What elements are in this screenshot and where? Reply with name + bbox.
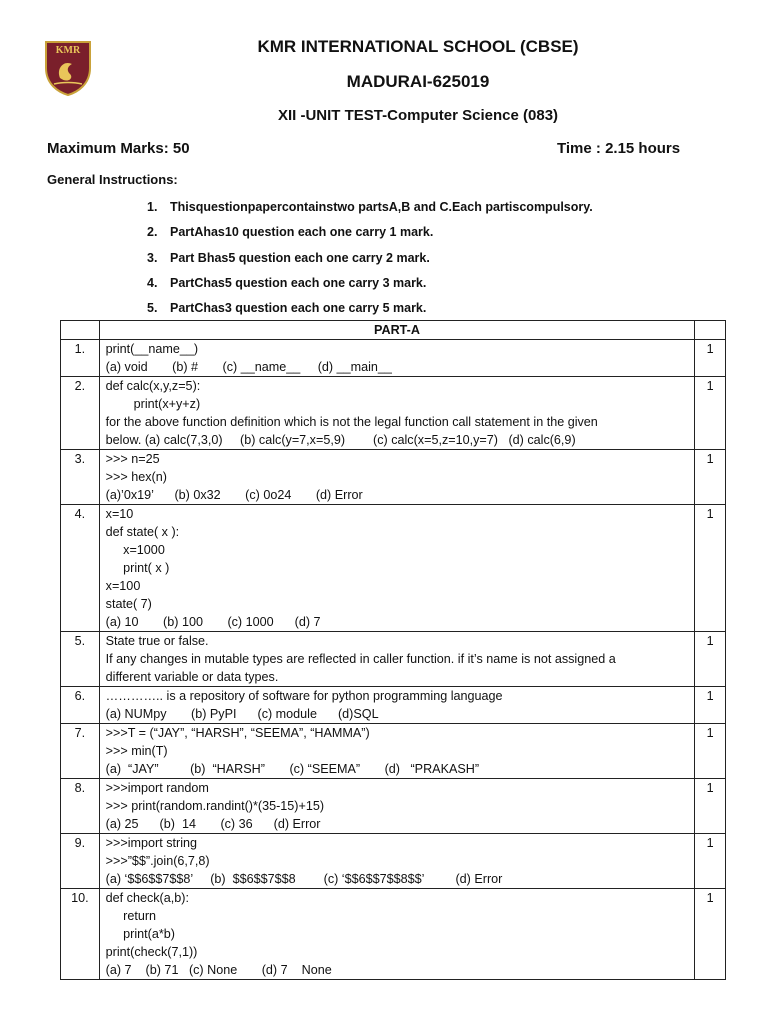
- question-number: 6.: [74, 689, 86, 703]
- question-row: [61, 687, 726, 724]
- question-line: x=100: [105, 579, 141, 593]
- question-row: [61, 340, 726, 377]
- question-line: >>>”$$”.join(6,7,8): [105, 854, 210, 868]
- exam-time: Time : 2.15 hours: [557, 140, 681, 157]
- question-line: print(x+y+z): [105, 397, 201, 411]
- question-line: (a)’0x19’ (b) 0x32 (c) 0o24 (d) Error: [105, 488, 363, 502]
- question-number: 3.: [74, 452, 86, 466]
- question-marks: 1: [706, 891, 714, 905]
- question-row: [61, 889, 726, 980]
- part-a-heading: PART-A: [99, 321, 695, 340]
- general-instructions-heading: General Instructions:: [47, 172, 178, 187]
- question-number: 10.: [71, 891, 89, 905]
- question-marks: 1: [706, 634, 714, 648]
- instruction-item: [147, 225, 593, 250]
- question-line: >>>T = (“JAY”, “HARSH”, “SEEMA”, “HAMMA”): [105, 726, 370, 740]
- question-number: 2.: [74, 379, 86, 393]
- question-line: print(a*b): [105, 927, 175, 941]
- question-line: below. (a) calc(7,3,0) (b) calc(y=7,x=5,9) (c) calc(x=5,z=10,y=7) (d) calc(6,9): [105, 433, 576, 447]
- question-number: 5.: [74, 634, 86, 648]
- question-line: print(__name__): [105, 342, 199, 356]
- instruction-item: [147, 200, 593, 225]
- question-row: [61, 505, 726, 632]
- question-number: 1.: [74, 342, 86, 356]
- question-line: for the above function definition which is not the legal function call statement in the given: [105, 415, 598, 429]
- question-line: return: [105, 909, 157, 923]
- exam-title: XII -UNIT TEST-Computer Science (083): [277, 107, 559, 124]
- question-line: ………….. is a repository of software for python programming language: [105, 689, 503, 703]
- question-row: [61, 632, 726, 687]
- question-line: different variable or data types.: [105, 670, 279, 684]
- instruction-number: 1.: [147, 200, 158, 214]
- question-line: (a) 7 (b) 71 (c) None (d) 7 None: [105, 963, 332, 977]
- instruction-number: 4.: [147, 275, 158, 290]
- question-line: state( 7): [105, 597, 152, 611]
- school-name: KMR INTERNATIONAL SCHOOL (CBSE): [257, 37, 579, 56]
- question-row: [61, 724, 726, 779]
- question-number: 4.: [74, 507, 86, 521]
- instructions-list: [147, 200, 593, 326]
- instruction-item: [147, 251, 593, 276]
- instruction-text: Part Bhas5 question each one carry 2 mark.: [170, 250, 430, 265]
- question-line: (a) 25 (b) 14 (c) 36 (d) Error: [105, 817, 321, 831]
- question-marks: 1: [706, 507, 714, 521]
- svg-text:KMR: KMR: [55, 45, 81, 56]
- question-marks: 1: [706, 836, 714, 850]
- maximum-marks: Maximum Marks: 50: [47, 140, 190, 157]
- question-row: [61, 377, 726, 450]
- question-line: >>> n=25: [105, 452, 160, 466]
- instruction-number: 2.: [147, 225, 158, 240]
- question-number: 7.: [74, 726, 86, 740]
- question-marks: 1: [706, 342, 714, 356]
- part-a-table: [60, 320, 726, 980]
- question-row: [61, 834, 726, 889]
- instruction-number: 5.: [147, 301, 158, 316]
- school-city: MADURAI-625019: [346, 72, 490, 91]
- question-line: (a) NUMpy (b) PyPI (c) module (d)SQL: [105, 707, 379, 721]
- question-line: State true or false.: [105, 634, 209, 648]
- instruction-text: Thisquestionpapercontainstwo partsA,B and C.Each partiscompulsory.: [170, 200, 593, 214]
- question-line: def check(a,b):: [105, 891, 189, 905]
- question-row: [61, 779, 726, 834]
- question-line: >>> print(random.randint()*(35-15)+15): [105, 799, 325, 813]
- question-line: (a) void (b) # (c) __name__ (d) __main__: [105, 360, 392, 374]
- question-line: def state( x ):: [105, 525, 180, 539]
- question-line: (a) “JAY” (b) “HARSH” (c) “SEEMA” (d) “PRAKASH”: [105, 762, 480, 776]
- question-line: (a) 10 (b) 100 (c) 1000 (d) 7: [105, 615, 321, 629]
- question-line: print(check(7,1)): [105, 945, 198, 959]
- part-a-header-row: [61, 321, 726, 340]
- question-line: >>> hex(n): [105, 470, 167, 484]
- instruction-text: PartAhas10 question each one carry 1 mark.: [170, 225, 434, 240]
- question-marks: 1: [706, 781, 714, 795]
- question-marks: 1: [706, 689, 714, 703]
- instruction-text: PartChas5 question each one carry 3 mark.: [170, 275, 427, 290]
- instruction-text: PartChas3 question each one carry 5 mark.: [170, 301, 427, 316]
- question-line: >>>import string: [105, 836, 198, 850]
- question-row: [61, 450, 726, 505]
- question-line: print( x ): [105, 561, 170, 575]
- question-line: (a) ‘$$6$$7$$8’ (b) $$6$$7$$8 (c) ‘$$6$$7$$8$$’ (d) Error: [105, 872, 503, 886]
- instruction-number: 3.: [147, 250, 158, 265]
- question-number: 8.: [74, 781, 86, 795]
- question-line: x=10: [105, 507, 134, 521]
- question-marks: 1: [706, 452, 714, 466]
- question-line: x=1000: [105, 543, 165, 557]
- question-line: >>> min(T): [105, 744, 168, 758]
- question-line: If any changes in mutable types are reflected in caller function. if it’s name is not assigned a: [105, 652, 616, 666]
- question-marks: 1: [706, 726, 714, 740]
- question-number: 9.: [74, 836, 86, 850]
- question-line: >>>import random: [105, 781, 209, 795]
- instruction-item: [147, 276, 593, 301]
- question-line: def calc(x,y,z=5):: [105, 379, 201, 393]
- question-marks: 1: [706, 379, 714, 393]
